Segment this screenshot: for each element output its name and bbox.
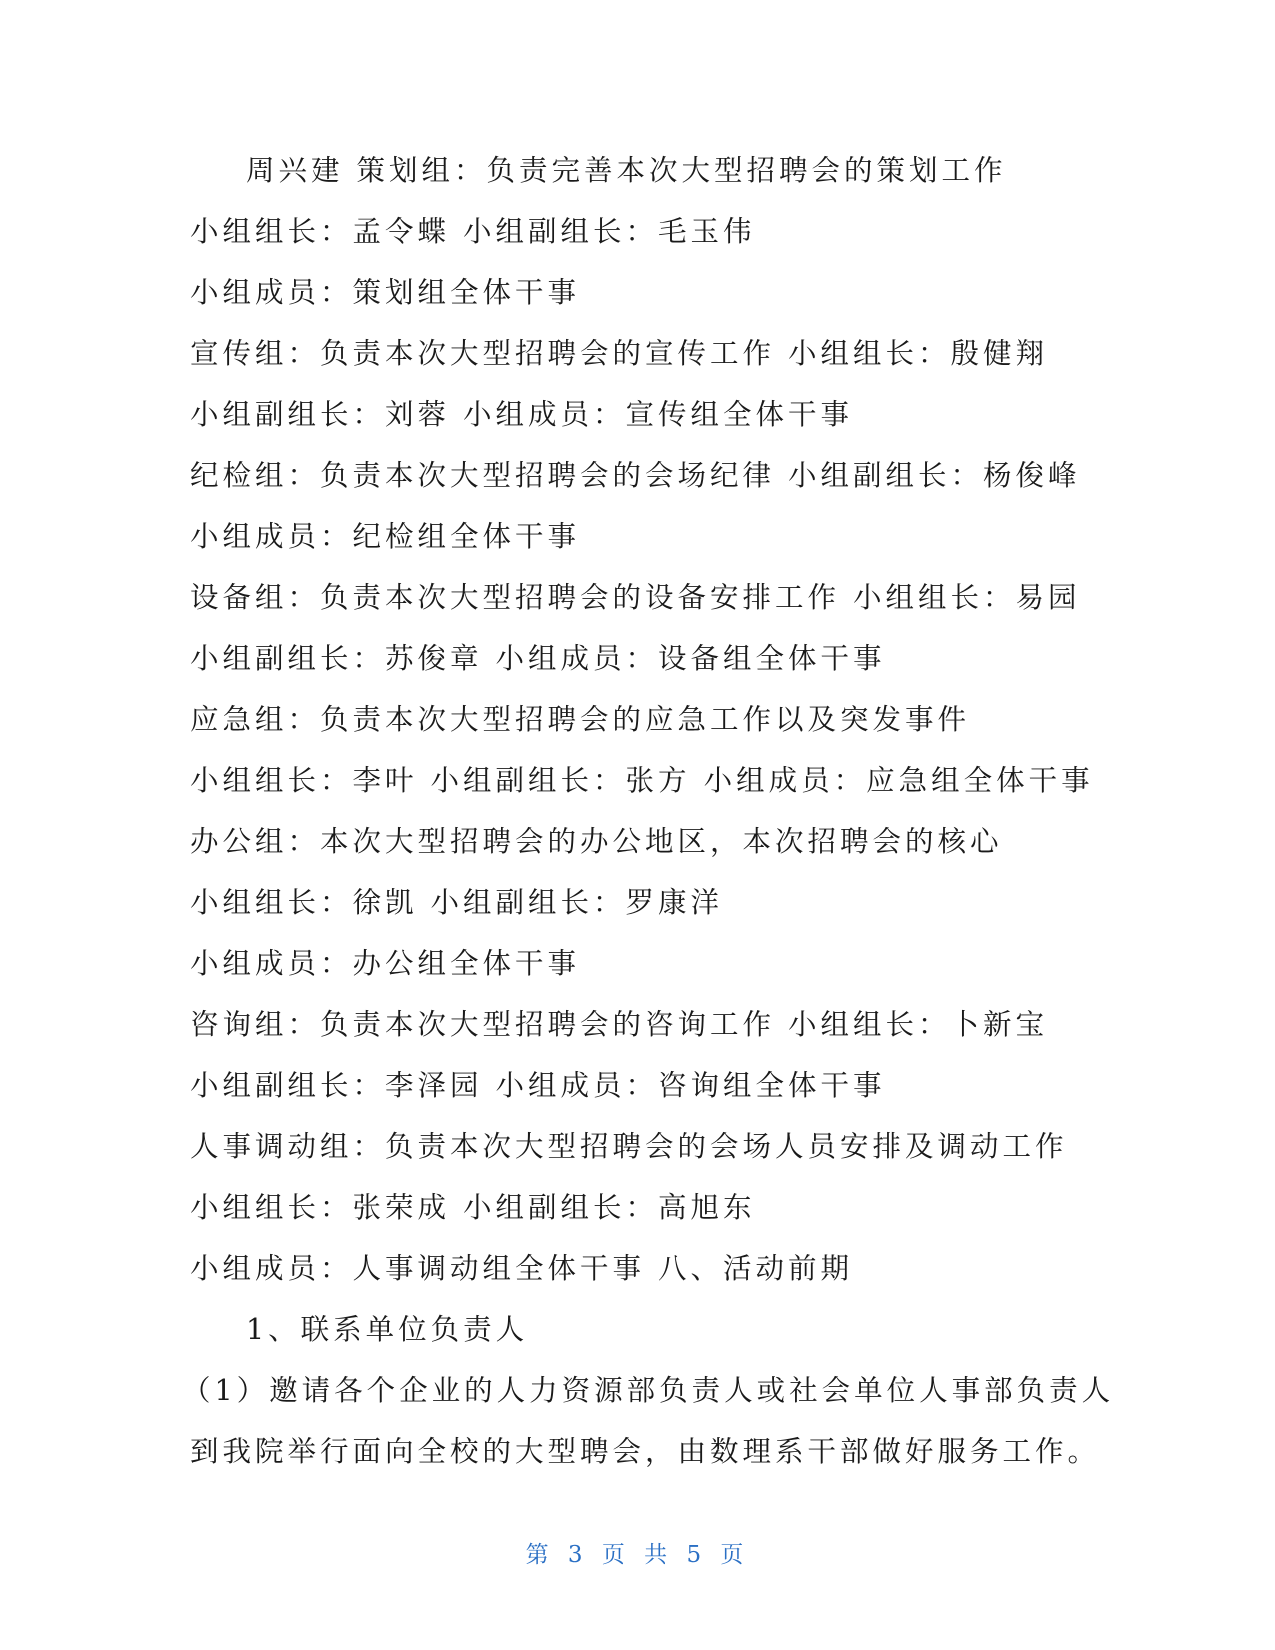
- text-line: 小组副组长：李泽园 小组成员：咨询组全体干事: [190, 1069, 886, 1102]
- page-number-label: 第 3 页 共 5 页: [525, 1542, 750, 1568]
- text-line: 小组成员：策划组全体干事: [190, 276, 581, 309]
- text-line: 应急组：负责本次大型招聘会的应急工作以及突发事件: [190, 703, 971, 736]
- text-line: 周兴建 策划组：负责完善本次大型招聘会的策划工作: [246, 154, 1007, 187]
- text-line: 小组组长：孟令蝶 小组副组长：毛玉伟: [190, 215, 756, 248]
- text-line: 宣传组：负责本次大型招聘会的宣传工作 小组组长：殷健翔: [190, 337, 1049, 370]
- text-line: 到我院举行面向全校的大型聘会，由数理系干部做好服务工作。: [190, 1435, 1101, 1468]
- text-line: 小组成员：办公组全体干事: [190, 947, 581, 980]
- text-line: 1、联系单位负责人: [246, 1313, 529, 1346]
- document-body: [182, 140, 1115, 1482]
- text-line: 咨询组：负责本次大型招聘会的咨询工作 小组组长：卜新宝: [190, 1008, 1049, 1041]
- text-line: 小组副组长：苏俊章 小组成员：设备组全体干事: [190, 642, 886, 675]
- text-line: 办公组：本次大型招聘会的办公地区，本次招聘会的核心: [190, 825, 1003, 858]
- text-line: 小组组长：徐凯 小组副组长：罗康洋: [190, 886, 724, 919]
- text-line: 小组成员：纪检组全体干事: [190, 520, 581, 553]
- text-line: 小组成员：人事调动组全体干事 八、活动前期: [190, 1252, 854, 1285]
- text-line: （1）邀请各个企业的人力资源部负责人或社会单位人事部负责人: [182, 1374, 1115, 1407]
- text-line: 纪检组：负责本次大型招聘会的会场纪律 小组副组长：杨俊峰: [190, 459, 1081, 492]
- text-line: 小组组长：李叶 小组副组长：张方 小组成员：应急组全体干事: [190, 764, 1094, 797]
- text-line: 小组副组长：刘蓉 小组成员：宣传组全体干事: [190, 398, 854, 431]
- text-line: 小组组长：张荣成 小组副组长：高旭东: [190, 1191, 756, 1224]
- page-footer: [0, 1536, 1275, 1569]
- text-line: 人事调动组：负责本次大型招聘会的会场人员安排及调动工作: [190, 1130, 1068, 1163]
- text-line: 设备组：负责本次大型招聘会的设备安排工作 小组组长：易园: [190, 581, 1081, 614]
